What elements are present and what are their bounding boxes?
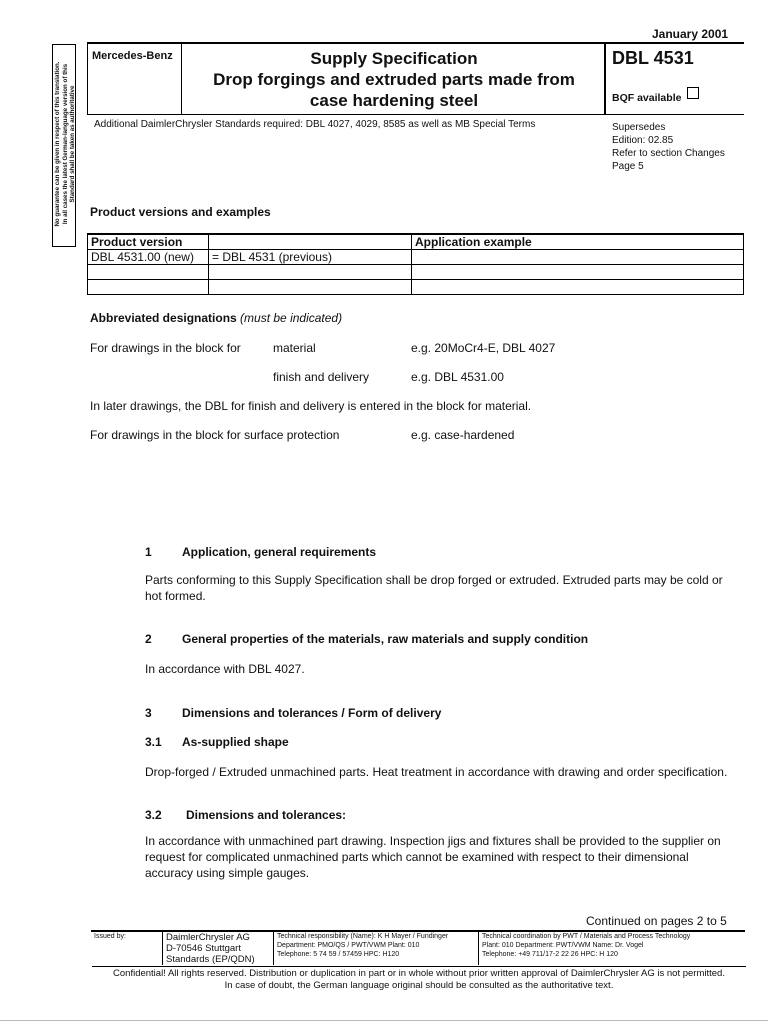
abbrev-line: e.g. case-hardened	[411, 428, 515, 442]
abbrev-heading-note: (must be indicated)	[240, 311, 343, 325]
column-header	[209, 234, 412, 250]
section-title: As-supplied shape	[182, 735, 289, 749]
additional-standards: Additional DaimlerChrysler Standards required: DBL 4027, 4029, 8585 as well as MB Special Terms	[94, 119, 536, 130]
section-number: 3.1	[145, 735, 162, 749]
table-cell	[412, 265, 744, 280]
column-header: Application example	[412, 234, 744, 250]
tech-resp-line: Department: PMO/QS / PWT/VWM Plant: 010	[277, 942, 420, 949]
abbrev-line: For drawings in the block for surface protection	[90, 428, 340, 442]
confidential-line: Confidential! All rights reserved. Distribution or duplication in part or in whole without prior written approval of DaimlerChrysler AG is not permitted.	[113, 968, 725, 979]
supersedes-line: Page 5	[612, 161, 644, 172]
section-text: In accordance with unmachined part drawing. Inspection jigs and fixtures shall be provided to the supplier on request for complicated unmachined parts which cannot be examined with respect to their dimensional accuracy using simple gauges.	[145, 834, 721, 880]
tech-coord-line: Telephone: +49 711/17-2 22 26 HPC: H 120	[482, 951, 618, 958]
table-cell	[412, 250, 744, 265]
section-title: General properties of the materials, raw materials and supply condition	[182, 632, 589, 646]
title-line: case hardening steel	[309, 91, 479, 110]
section-title: Dimensions and tolerances / Form of delivery	[182, 706, 442, 720]
table-cell: = DBL 4531 (previous)	[209, 250, 412, 265]
tech-coordination-cell	[479, 931, 746, 965]
product-versions-heading: Product versions and examples	[90, 205, 271, 219]
footer-row	[91, 931, 745, 965]
abbrev-line: For drawings in the block for	[90, 341, 241, 355]
tech-resp-line: Technical responsibility (Name): K H Mayer / Fundinger	[277, 933, 449, 940]
section-number: 3.2	[145, 808, 162, 822]
brand-name: Mercedes-Benz	[92, 50, 173, 62]
section-title: Application, general requirements	[182, 545, 377, 559]
issuer-table	[91, 930, 745, 965]
table-row	[88, 265, 744, 280]
table-cell	[209, 265, 412, 280]
issuer-line: DaimlerChrysler AG	[166, 932, 250, 943]
abbrev-line: e.g. 20MoCr4-E, DBL 4027	[411, 341, 556, 355]
disclaimer-line: No guarantee can be given in respect of this translation.	[54, 61, 61, 227]
tech-coord-line: Technical coordination by PWT / Materials and Process Technology	[482, 933, 691, 940]
bqf-checkbox	[687, 87, 699, 99]
section-number: 2	[145, 632, 152, 646]
table-cell: DBL 4531.00 (new)	[88, 250, 209, 265]
bqf-label: BQF available	[612, 92, 682, 104]
product-versions-table	[87, 233, 744, 295]
title-line: Supply Specification	[310, 49, 478, 68]
supersedes-line: Supersedes	[612, 122, 666, 133]
document-date: January 2001	[652, 27, 729, 41]
title-line: Drop forgings and extruded parts made from	[213, 70, 575, 89]
issuer-line: Standards (EP/QDN)	[166, 954, 255, 965]
table-cell	[209, 280, 412, 295]
section-text: Drop-forged / Extruded unmachined parts. Heat treatment in accordance with drawing and order specification.	[145, 765, 728, 779]
document-title	[184, 48, 604, 111]
disclaimer-line: Standard shall be taken as authoritative	[69, 85, 77, 203]
tech-coord-line: Plant: 010 Department: PWT/VWM Name: Dr. Vogel	[482, 942, 644, 949]
translation-disclaimer	[54, 44, 77, 244]
tech-responsibility-cell	[274, 931, 479, 965]
abbrev-line: In later drawings, the DBL for finish and delivery is entered in the block for material.	[90, 399, 532, 413]
header-divider	[181, 42, 182, 115]
table-row	[88, 250, 744, 265]
table-cell	[88, 280, 209, 295]
issuer-line: D-70546 Stuttgart	[166, 943, 241, 954]
column-header: Product version	[88, 234, 209, 250]
doubt-line: In case of doubt, the German language original should be consulted as the authoritative text.	[224, 980, 614, 991]
continued-note: Continued on pages 2 to 5	[586, 914, 727, 928]
table-row	[88, 280, 744, 295]
abbrev-heading	[90, 311, 342, 325]
abbrev-heading-text: Abbreviated designations	[90, 311, 237, 325]
document-number: DBL 4531	[612, 48, 694, 68]
abbrev-line: finish and delivery	[273, 370, 370, 384]
disclaimer-line: In all cases the latest German-language version of this	[61, 63, 69, 225]
header-divider	[604, 42, 606, 115]
issuer-cell	[163, 931, 274, 965]
section-number: 1	[145, 545, 152, 559]
confidentiality-notice	[92, 966, 746, 992]
abbrev-line: material	[273, 341, 316, 355]
table-header-row	[88, 234, 744, 250]
abbrev-line: e.g. DBL 4531.00	[411, 370, 504, 384]
section-text: Parts conforming to this Supply Specification shall be drop forged or extruded. Extruded parts may be cold or hot formed.	[145, 573, 723, 603]
supersedes-line: Edition: 02.85	[612, 135, 674, 146]
table-cell	[412, 280, 744, 295]
section-text: In accordance with DBL 4027.	[145, 662, 305, 676]
table-cell	[88, 265, 209, 280]
issued-by-label: Issued by:	[91, 931, 163, 965]
section-number: 3	[145, 706, 152, 720]
page-bottom-divider	[0, 1020, 768, 1021]
supersedes-block	[612, 121, 725, 173]
supersedes-line: Refer to section Changes	[612, 148, 725, 159]
tech-resp-line: Telephone: 5 74 59 / 57459 HPC: H120	[277, 951, 400, 958]
section-title: Dimensions and tolerances:	[186, 808, 347, 822]
